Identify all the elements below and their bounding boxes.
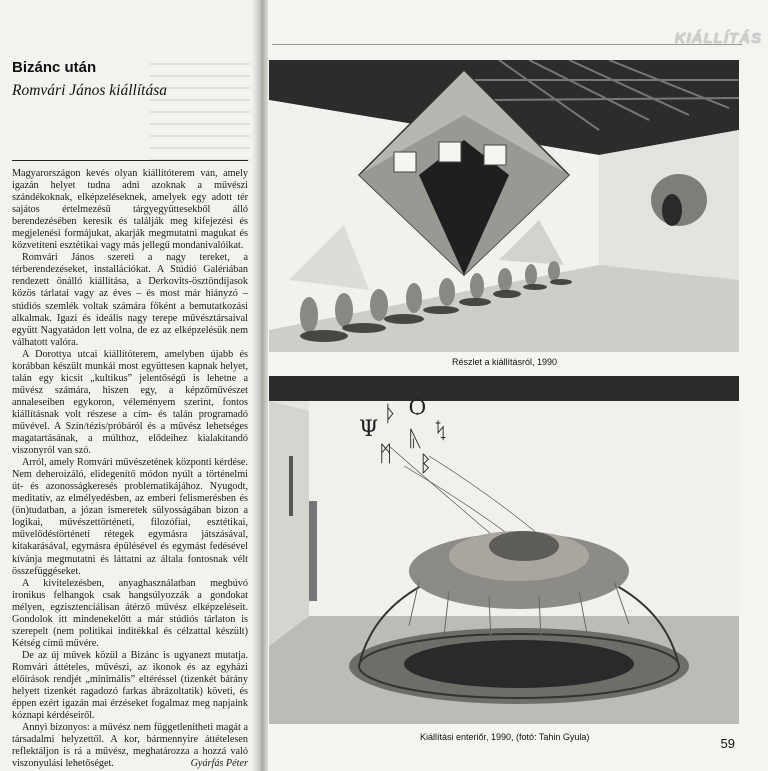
- svg-text:ᛒ: ᛒ: [419, 452, 433, 477]
- svg-text:ᛗ: ᛗ: [379, 442, 393, 467]
- paragraph: Annyi bizonyos: a művész nem függetlenítheti magát a társadalmi helyzettől. A kor, bármennyire áttételesen reflektáljon is rá a művész, meghatározza a hozzá való viszonyulási lehetőséget.: [12, 722, 248, 770]
- title-rule: [12, 160, 248, 161]
- figure-caption-2: Kiállítási enteriőr, 1990, (fotó: Tahin Gyula): [420, 732, 590, 742]
- paragraph: A Dorottya utcai kiállítóterem, amelyben újabb és korábban készült munkái most együttesen kapnak helyet, talán egy kicsit „kultikus” jelentőségű is lehetne a művész számára, hiszen egy, a képzőművészet annaleseiben egykoron, véleményem szerint, fontos kiállításnak volt részese a cím- és talán programadó művével. A Szín/tézis/próbáról és a művész lehetséges magatartásának, a múlthoz, elődeihez kialakítandó viszonyról van szó.: [12, 348, 248, 457]
- article-title: Bizánc után: [12, 59, 97, 76]
- article-body: [12, 168, 248, 770]
- paragraph: De az új művek közül a Bizánc is ugyanezt mutatja. Romvári áttételes, művészi, az ikonok és az egyházi előírások rendjét „minimális” eltéréssel (tizenkét bárány helyett tizenkét ragadozó farkas ábrázoltatik) követi, és éppen ezért igazán mai érzéseket fogalmaz meg napjaink kóznapi kérdéseiről.: [12, 649, 248, 722]
- page-number: 59: [720, 736, 735, 751]
- paragraph: A kivitelezésben, anyaghasználatban megbúvó ironikus felhangok csak hangsúlyozzák a gondokat mélyen, egzisztenciálisan átérző művész elképzeléseit. Gondolok itt mindenekelőtt a már stúdiós tárlaton is szerepelt (nem politikai inditékkal és célzattal készült) Kétség című művére.: [12, 577, 248, 649]
- svg-text:Ѻ: Ѻ: [409, 395, 426, 420]
- svg-text:ᚣ: ᚣ: [409, 427, 423, 452]
- paragraph: Arról, amely Romvári művészetének központi kérdése. Nem deheroizáló, elidegenítő módon nyúlt a történelmi út- és azonosságkeresés problematikájához. Nyugodt, meditatív, az elmélyedésben, az emberi felismerésben és (ön)tudatban, a józan ismeretek sülyosságában bizon a logikai, művészettörténeti, filozófiai, esztétikai, művelődéstörténeti rétegek egymásra játszásával, kitakarásával, egymásra épülésével és egymást fedésével kívánja megmutatni és láttatni az általa fontosnak vélt összefüggéseket.: [12, 457, 248, 577]
- paragraph: Magyarországon kevés olyan kiállítóterem van, amely igazán helyet tudna adni azoknak a művészi szándékoknak, elképzeléseknek, amelyek egy adott tér sajátos értelmezésű tárgyegyüttesekből álló berendezésében keresik és találják meg kifejezési és megjelenési formájukat, akarják megmutatni magukat és közvetíteni esztétikai vagy más jellegű mondanivalóikat.: [12, 168, 248, 252]
- svg-text:ᚦ: ᚦ: [384, 402, 398, 427]
- gallery-installation-image: [269, 60, 739, 352]
- dome-installation-image: [269, 376, 739, 724]
- svg-text:Ψ: Ψ: [359, 417, 379, 442]
- section-tag: KIÁLLÍTÁS: [674, 30, 762, 47]
- svg-text:ᛪ: ᛪ: [434, 419, 448, 444]
- author-signature: Gyárfás Péter: [190, 758, 248, 770]
- show-through-text: [150, 56, 250, 161]
- figure-caption-1: Részlet a kiállításról, 1990: [452, 357, 558, 367]
- exhibition-photo-2: [269, 376, 739, 724]
- header-rule: [272, 44, 742, 45]
- paragraph: Romvári János szereti a nagy tereket, a térberendezéseket, installációkat. A Stúdió Galériában rendezett önálló kiállítása, a Derkovits-ösztöndíjasok közös tárlatai vagy az éves – és most már hiányzó – stúdiós szemlék voltak számára főként a bemutatkozási alkalmak. Igazi és ideális nagy terepe művésztársaival együtt Nagyatádon lett volna, de ez az elképzelésük nem válhatott valóra.: [12, 252, 248, 348]
- exhibition-photo-1: [269, 60, 739, 352]
- article-subtitle: Romvári János kiállítása: [12, 82, 167, 99]
